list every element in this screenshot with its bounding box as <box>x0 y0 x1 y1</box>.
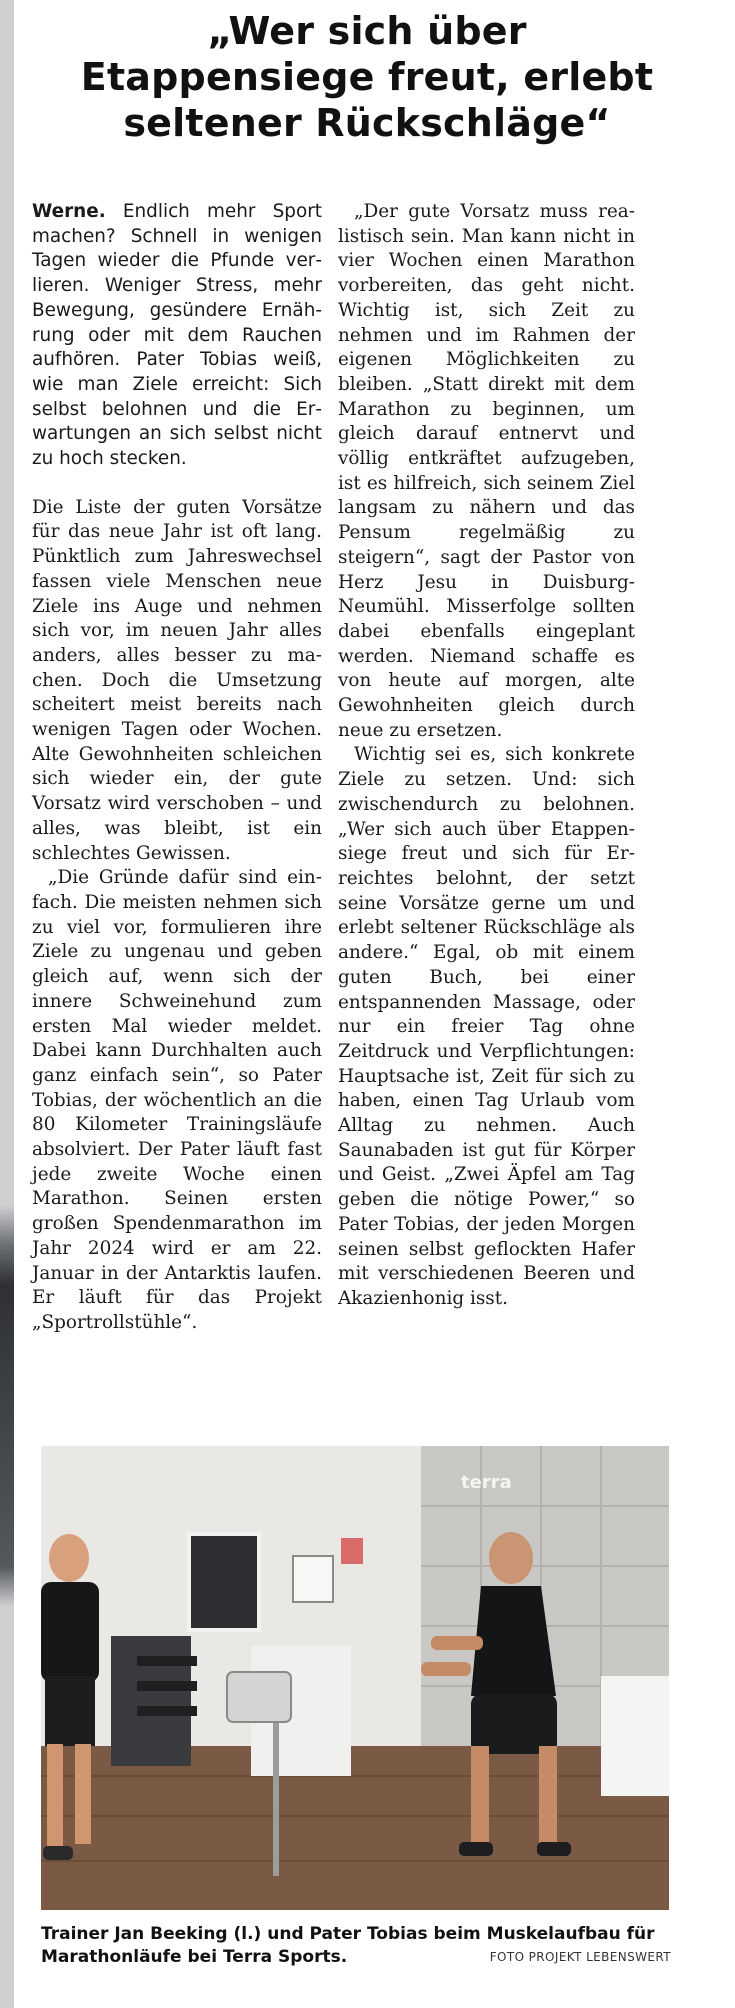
photo-caption <box>41 1923 681 1969</box>
lead-paragraph <box>32 200 322 472</box>
body-paragraph: Die Liste der guten Vorsätze für das neue Jahr ist oft lang. Pünktlich zum Jahreswechsel fassen viele Menschen neue Ziele ins Auge und nehmen sich vor, im neuen Jahr alles anders, alles besser zu machen. Doch die Umsetzung scheitert meist bereits nach wenigen Tagen oder Wochen. Alte Gewohnheiten schleichen sich wieder ein, der gute Vorsatz wird verschoben – und alles, was bleibt, ist ein schlechtes Gewissen. <box>32 496 322 864</box>
text-column-left <box>32 200 322 1336</box>
lead-text: Endlich mehr Sport machen? Schnell in wenigen Tagen wieder die Pfunde verlieren. Weniger Stress, mehr Bewegung, gesündere Ernährung oder mit dem Rauchen aufhören. Pater Tobias weiß, wie man Ziele erreicht: Sich selbst belohnen und die Erwartungen an sich selbst nicht zu hoch stecken. <box>32 201 322 470</box>
wall-logo: terra <box>461 1472 512 1493</box>
article-headline <box>32 8 702 146</box>
dateline: Werne. <box>32 201 106 222</box>
text-column-right <box>338 200 635 1312</box>
caption-text: Trainer Jan Beeking (l.) und Pater Tobias beim Muskelaufbau für Marathonläufe bei Terra Sports. <box>41 1924 655 1967</box>
article-photo <box>41 1446 669 1910</box>
body-paragraph: Wichtig sei es, sich konkrete Ziele zu setzen. Und: sich zwischendurch zu belohnen. „Wer sich auch über Etappensiege freut und sich für Erreichtes belohnt, der setzt seine Vorsätze gerne um und erlebt seltener Rückschläge als andere.“ Egal, ob mit einem guten Buch, bei einer entspannenden Massage, oder nur ein freier Tag ohne Zeitdruck und Verpflichtungen: Hauptsache ist, Zeit für sich zu haben, einen Tag Urlaub vom Alltag zu nehmen. Auch Saunabaden ist gut für Körper und Geist. „Zwei Äpfel am Tag geben die nötige Power,“ so Pater Tobias, der jeden Morgen seinen selbst geflockten Hafer mit verschiedenen Beeren und Akazienhonig isst. <box>338 744 635 1309</box>
photo-credit: FOTO PROJEKT LEBENSWERT <box>489 1950 671 1964</box>
headline-line-2: Etappensiege freut, erlebt <box>80 55 654 99</box>
page-edge-strip <box>0 0 14 2008</box>
newspaper-article <box>32 0 702 1967</box>
body-paragraph: „Der gute Vorsatz muss realistisch sein. Man kann nicht in vier Wochen einen Marathon vorbereiten, das geht nicht. Wichtig ist, sich Zeit zu nehmen und im Rahmen der eigenen Möglichkeiten zu bleiben. „Statt direkt mit dem Marathon zu beginnen, um gleich darauf entnervt und völlig entkräftet aufzugeben, ist es hilfreich, sich seinem Ziel langsam zu nähern und das Pensum regelmäßig zu steigern“, sagt der Pastor von Herz Jesu in Duisburg-Neumühl. Misserfolge sollten dabei ebenfalls eingeplant werden. Niemand schaffe es von heute auf morgen, alte Gewohnheiten gleich durch neue zu ersetzen. <box>338 201 635 741</box>
headline-line-3: seltener Rückschläge“ <box>123 101 611 145</box>
headline-line-1: „Wer sich über <box>207 9 527 53</box>
body-paragraph: „Die Gründe dafür sind einfach. Die meisten nehmen sich zu viel vor, formulieren ihre Ziele zu ungenau und geben gleich auf, wenn sich der innere Schweinehund zum ersten Mal wieder meldet. Dabei kann Durchhalten auch ganz einfach sein“, so Pater Tobias, der wöchentlich an die 80 Kilometer Trainingsläufe absolviert. Der Pater läuft fast jede zweite Woche einen Marathon. Seinen ersten großen Spendenmarathon im Jahr 2024 wird er am 22. Januar in der Antarktis laufen. Er läuft für das Projekt „Sportrollstühle“. <box>32 867 322 1333</box>
